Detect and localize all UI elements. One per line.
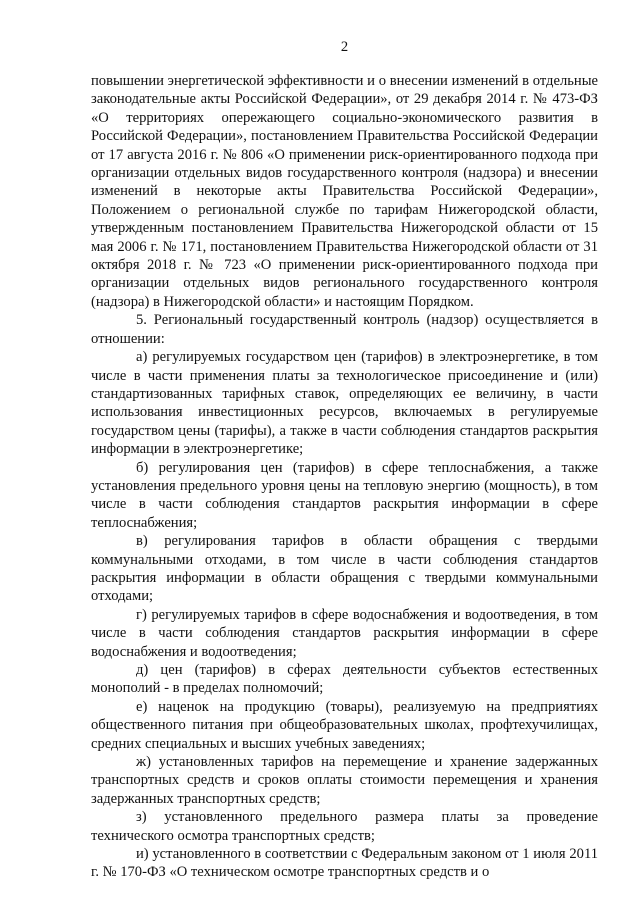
paragraph-item-b: б) регулирования цен (тарифов) в сфере теплоснабжения, а также установления предельного уровня цены на тепловую энергию (мощность), в том числе в части соблюдения стандартов раскрытия информации в сфере теплоснабжения; [91, 459, 598, 531]
paragraph-item-g: г) регулируемых тарифов в сфере водоснабжения и водоотведения, в том числе в части соблюдения стандартов раскрытия информации в сфере водоснабжения и водоотведения; [91, 606, 598, 660]
paragraph-item-v: в) регулирования тарифов в области обращения с твердыми коммунальными отходами, в том числе в части соблюдения стандартов раскрытия информации в области обращения с твердыми коммунальными отходами; [91, 533, 598, 605]
paragraph-item-e: е) наценок на продукцию (товары), реализуемую на предприятиях общественного питания при общеобразовательных школах, профтехучилищах, средних специальных и высших учебных заведениях; [91, 698, 598, 752]
paragraph-item-a: а) регулируемых государством цен (тарифов) в электроэнергетике, в том числе в части применения платы за технологическое присоединение и (или) стандартизованных тарифных ставок, определяющих ее величину, в части использования инвестиционных ресурсов, включаемых в регулируемые государством цены (тарифы), а также в части соблюдения стандартов раскрытия информации в электроэнергетике; [91, 349, 598, 458]
paragraph-item-5: 5. Региональный государственный контроль (надзор) осуществляется в отношении: [91, 312, 598, 347]
paragraph-item-i: и) установленного в соответствии с Федеральным законом от 1 июля 2011 г. № 170-ФЗ «О техническом осмотре транспортных средств и о [91, 846, 598, 881]
paragraph-item-zh: ж) установленных тарифов на перемещение и хранение задержанных транспортных средств и сроков оплаты стоимости перемещения и хранения задержанных транспортных средств; [91, 754, 598, 807]
paragraph-item-d: д) цен (тарифов) в сферах деятельности субъектов естественных монополий - в пределах полномочий; [91, 662, 598, 697]
paragraph-item-z: з) установленного предельного размера платы за проведение технического осмотра транспортных средств; [91, 809, 598, 844]
paragraph-continuation: повышении энергетической эффективности и о внесении изменений в отдельные законодательные акты Российской Федерации», от 29 декабря 2014 г. № 473-ФЗ «О территориях опережающего социально-экономического развития в Российской Федерации», постановлением Правительства Российской Федерации от 17 августа 2016 г. № 806 «О применении риск-ориентированного подхода при организации отдельных видов государственного контроля (надзора) и внесении изменений в некоторые акты Правительства Российской Федерации», Положением о региональной службе по тарифам Нижегородской области, утвержденным постановлением Правительства Нижегородской области от 15 мая 2006 г. № 171, постановлением Правительства Нижегородской области от 31 октября 2018 г. № 723 «О применении риск-ориентированного подхода при организации отдельных видов регионального государственного контроля (надзора) в Нижегородской области» и настоящим Порядком. [91, 73, 598, 310]
page-number: 2 [340, 39, 349, 55]
document-body [91, 72, 598, 882]
